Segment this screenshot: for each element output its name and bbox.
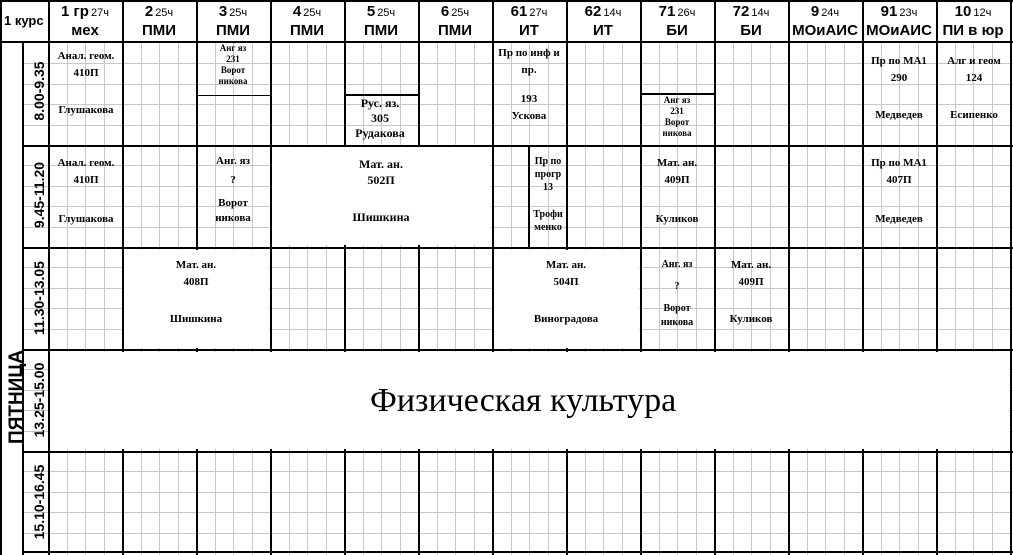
subject-1: Пр по [534,156,562,167]
teacher: Глушакова [58,213,114,225]
grid-line [844,43,845,555]
grid-line [474,43,475,555]
border-line [418,247,420,349]
class-g3-s1[interactable] [197,43,269,87]
group-num: 3 [218,3,228,20]
subject: Анг. яз [661,259,693,270]
teacher: Куликов [655,213,699,225]
teacher-1: Ворот [218,197,248,209]
subject-2: пр. [521,64,537,76]
class-g1-s1[interactable] [50,50,122,117]
grid-line [23,512,1013,513]
room: 409П [664,174,690,186]
grid-line [104,43,105,555]
class-g456-s2[interactable] [270,157,492,225]
group-num: 2 [144,3,154,20]
room: 502П [367,173,395,187]
class-g71-s1[interactable] [640,95,714,139]
room: 407П [886,174,912,186]
grid-line [437,43,438,555]
room: 13 [543,182,553,193]
group-hours: 25ч [377,7,396,19]
group-number [566,3,640,20]
border-line [196,95,270,96]
room: 193 [520,93,538,105]
group-number [122,3,196,20]
group-program: ПМИ [215,22,251,39]
group-header-5[interactable] [418,0,492,42]
room: 410П [73,174,99,186]
subject: Анг. яз [216,155,250,167]
group-number [270,3,344,20]
group-program: ПМИ [141,22,177,39]
class-g6162-s3[interactable] [492,259,640,326]
subject: Анал. геом. [57,50,115,62]
group-hours: 24ч [821,7,840,19]
teacher-2: никова [660,317,694,328]
subject-1: Пр по инф и [498,47,560,59]
class-g3-s2[interactable] [197,155,269,225]
grid-line [23,227,1013,228]
group-header-6[interactable] [492,0,566,42]
group-number [492,3,566,20]
border-line [22,349,1013,351]
teacher: Есипенко [950,109,998,121]
group-hours: 23ч [899,7,918,19]
group-hours: 14ч [603,7,622,19]
teacher: Виноградова [533,313,599,325]
group-program: ПИ в юр [942,22,1004,39]
group-header-1[interactable] [122,0,196,42]
time-slot-1: 8.00-9.35 [31,61,47,121]
room: 410П [73,67,99,79]
day-label: ПЯТНИЦА [6,350,27,444]
grid-line [455,43,456,555]
class-g72-s3[interactable] [714,259,788,326]
group-header-10[interactable] [788,0,862,42]
group-number [344,3,418,20]
group-number [196,3,270,20]
room: 305 [371,111,389,125]
time-slot-4: 13.25-15.00 [31,362,47,438]
group-program: МОиАИС [792,22,858,39]
subject: Мат. ан. [656,157,698,169]
subject: Анал. геом. [57,157,115,169]
group-program: ПМИ [363,22,399,39]
subject: Мат. ан. [545,259,587,271]
class-g23-s3[interactable] [122,259,270,326]
teacher: Ускова [511,110,547,122]
cell-bg [1,43,22,555]
group-header-0[interactable] [48,0,122,42]
grid-line [326,43,327,555]
border-line [22,247,1013,249]
room: 504П [553,276,579,288]
group-header-12[interactable] [936,0,1010,42]
room: 231 [670,106,684,116]
border-line [862,247,864,349]
grid-line [23,492,1013,493]
teacher: Шишкина [169,313,223,325]
class-g1-s2[interactable] [50,157,122,226]
group-hours: 12ч [973,7,992,19]
teacher: Медведев [875,213,923,225]
group-num: 9 [810,3,820,20]
group-number [640,3,714,20]
room: 124 [965,72,983,84]
time-slot-5: 15.10-16.45 [31,464,47,540]
group-header-2[interactable] [196,0,270,42]
teacher-1: Ворот [663,303,691,314]
group-program: БИ [666,22,688,39]
teacher-2: никова [218,76,248,86]
border-line [788,247,790,349]
border-line [492,145,494,247]
group-num: 5 [366,3,376,20]
grid-line [23,533,1013,534]
room: 409П [738,276,764,288]
room: 408П [183,276,209,288]
room: 290 [890,72,908,84]
teacher: Куликов [729,313,773,325]
group-num: 91 [880,3,898,20]
group-hours: 26ч [677,7,696,19]
group-num: 1 гр [61,3,89,20]
border-line [22,451,1013,453]
teacher-2: никова [215,212,251,224]
room: ? [230,174,236,186]
subject: Мат. ан. [730,259,772,271]
group-header-4[interactable] [344,0,418,42]
class-g71-s2[interactable] [640,157,714,226]
subject: Алг и геом [947,55,1001,67]
border-line [22,145,1013,147]
teacher: Рудакова [355,126,405,140]
group-number [714,3,788,20]
grid-line [807,43,808,555]
teacher-2: менко [534,222,562,233]
teacher-1: Трофи [533,209,563,220]
group-header-8[interactable] [640,0,714,42]
class-g62-s2[interactable] [529,155,567,234]
border-line [936,247,938,349]
grid-line [825,43,826,555]
group-num: 6 [440,3,450,20]
border-line [22,551,1013,553]
group-program: ИТ [593,22,613,39]
group-program: БИ [740,22,762,39]
group-program: МОиАИС [866,22,932,39]
class-g61-s1[interactable] [492,47,566,123]
class-g10-s1[interactable] [936,55,1012,122]
course-label: 1 курс [4,13,44,28]
group-hours: 14ч [751,7,770,19]
teacher: Медведев [875,109,923,121]
time-slot-2: 9.45-11.20 [31,161,47,229]
border-line [270,247,272,349]
physical-education[interactable]: Физическая культура [370,382,677,419]
group-num: 71 [658,3,676,20]
subject: Мат. ан. [359,157,403,171]
group-program: мех [71,22,99,39]
group-number [936,3,1010,20]
border-line [0,0,2,555]
time-slot-3: 11.30-13.05 [31,261,47,335]
border-line [22,43,24,555]
group-num: 10 [954,3,972,20]
group-hours: 25ч [229,7,248,19]
grid-line [23,471,1013,472]
group-hours: 25ч [155,7,174,19]
group-number [418,3,492,20]
grid-line [23,125,1013,126]
subject: Мат. ан. [175,259,217,271]
grid-line [67,43,68,555]
group-num: 62 [584,3,602,20]
room: ? [674,281,680,292]
group-num: 61 [510,3,528,20]
teacher-1: Ворот [220,65,246,75]
teacher-1: Ворот [664,117,690,127]
teacher: Глушакова [58,104,114,116]
group-hours: 27ч [90,7,109,19]
group-number [48,3,122,20]
group-program: ИТ [519,22,539,39]
class-g5-s1[interactable] [344,96,416,141]
group-num: 4 [292,3,302,20]
room: 231 [226,54,240,64]
grid-line [307,43,308,555]
subject-2: прогр [534,169,562,180]
subject: Пр по МА1 [871,55,927,67]
class-g71-s3[interactable] [640,258,714,329]
group-program: ПМИ [437,22,473,39]
group-header-9[interactable] [714,0,788,42]
group-num: 72 [732,3,750,20]
group-number [788,3,862,20]
class-g91-s1[interactable] [862,55,936,122]
subject: Анг яз [663,95,691,105]
teacher: Шишкина [352,210,410,224]
group-hours: 25ч [303,7,322,19]
grid-line [289,43,290,555]
teacher-2: никова [662,128,692,138]
subject: Рус. яз. [360,96,400,110]
subject: Анг яз [219,43,247,53]
group-header-7[interactable] [566,0,640,42]
group-hours: 27ч [529,7,548,19]
class-g91-s2[interactable] [862,157,936,226]
subject: Пр по МА1 [871,157,927,169]
border-line [344,247,346,349]
group-number [862,3,936,20]
grid-line [85,43,86,555]
group-program: ПМИ [289,22,325,39]
group-header-3[interactable] [270,0,344,42]
group-hours: 25ч [451,7,470,19]
group-header-11[interactable] [862,0,936,42]
